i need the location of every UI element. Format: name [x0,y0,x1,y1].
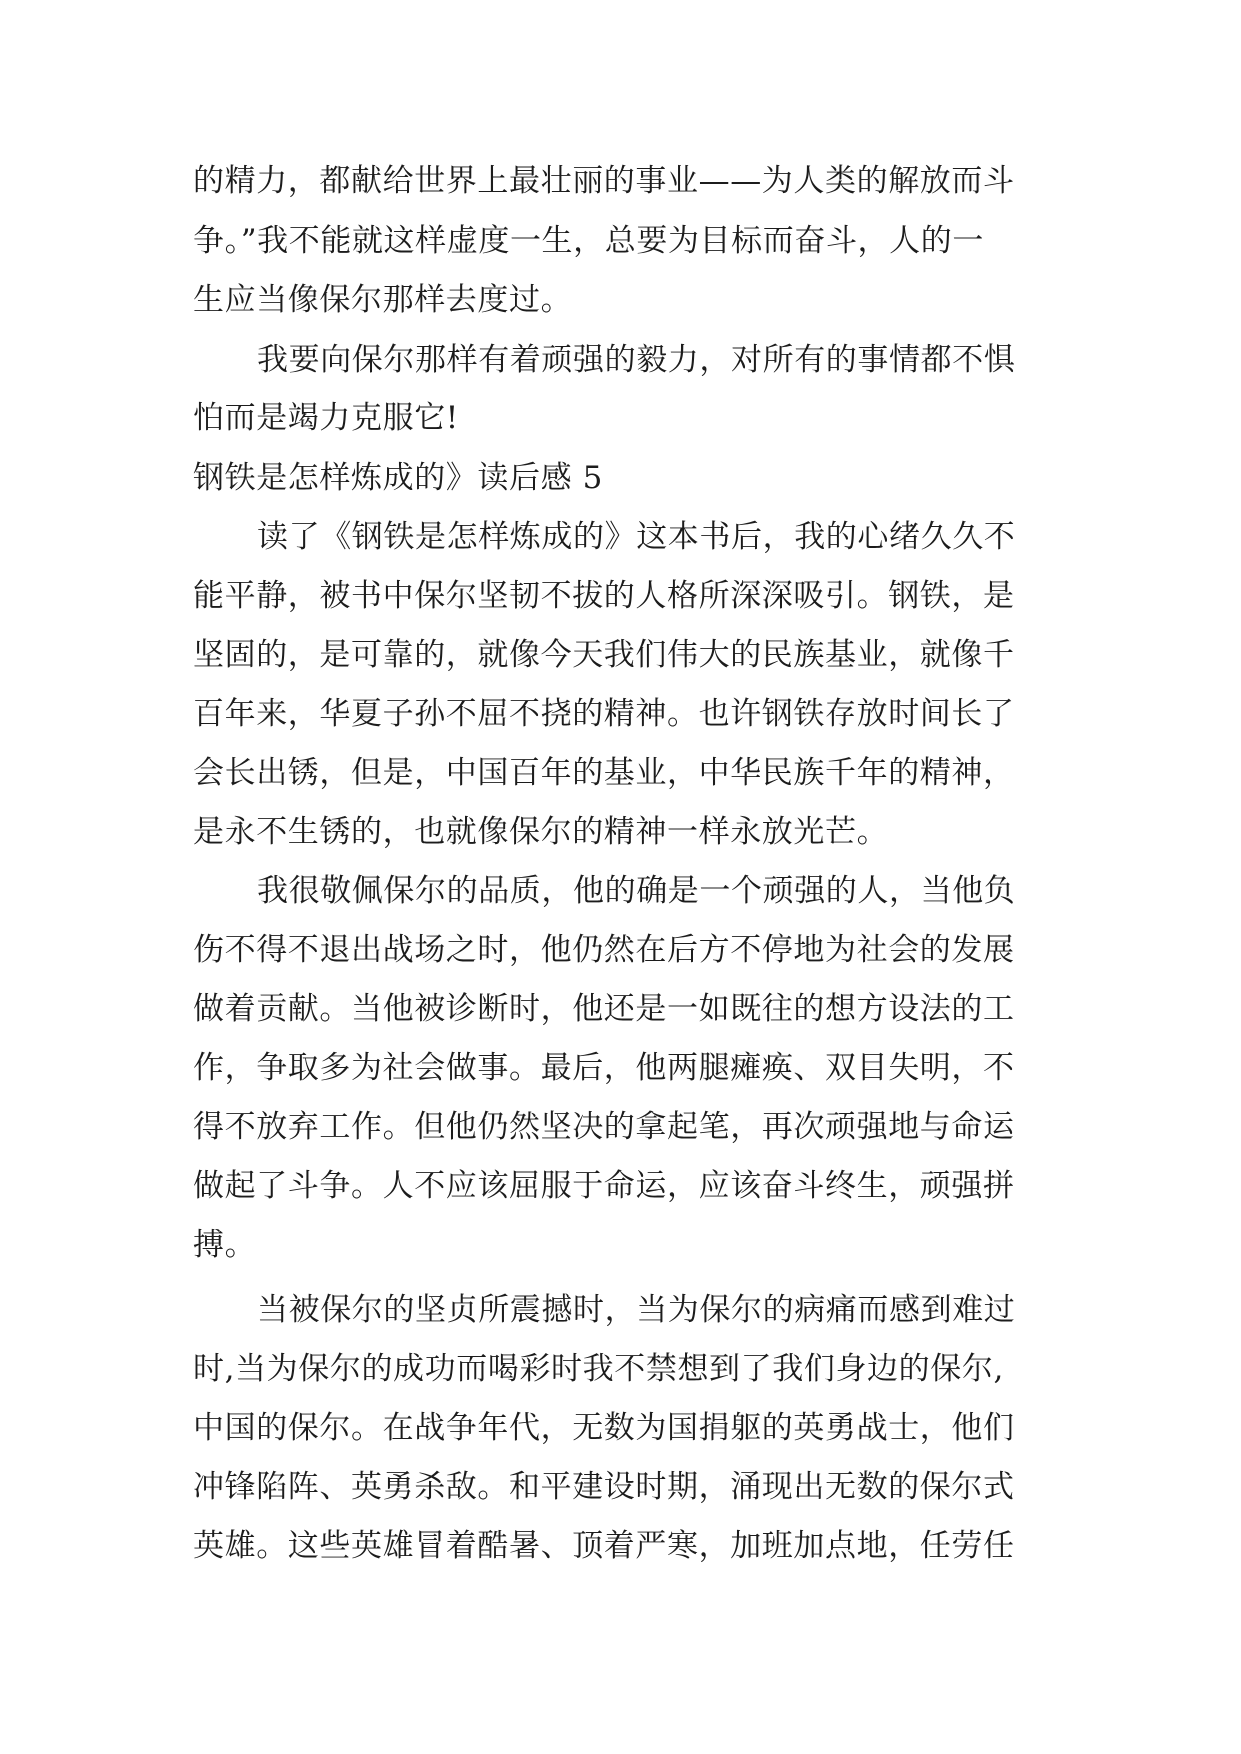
text-line: 中国的保尔。在战争年代，无数为国捐躯的英勇战士，他们 [193,1410,1015,1446]
text-line: 是永不生锈的，也就像保尔的精神一样永放光芒。 [193,814,889,850]
text-line: 做起了斗争。人不应该屈服于命运，应该奋斗终生，顽强拼 [193,1168,1015,1204]
text-line: 生应当像保尔那样去度过。 [193,282,573,318]
text-line: 英雄。这些英雄冒着酷暑、顶着严寒，加班加点地，任劳任 [193,1528,1015,1564]
text-line: 能平静，被书中保尔坚韧不拔的人格所深深吸引。钢铁，是 [193,578,1015,614]
text-line: 伤不得不退出战场之时，他仍然在后方不停地为社会的发展 [193,932,1015,968]
text-line: 坚固的，是可靠的，就像今天我们伟大的民族基业，就像千 [193,637,1015,673]
text-line: 当被保尔的坚贞所震撼时，当为保尔的病痛而感到难过 [257,1292,1016,1328]
text-line: 搏。 [193,1227,257,1263]
text-line: 会长出锈，但是，中国百年的基业，中华民族千年的精神， [193,755,1015,791]
text-line: 我要向保尔那样有着顽强的毅力，对所有的事情都不惧 [257,342,1016,378]
text-line: 的精力，都献给世界上最壮丽的事业——为人类的解放而斗 [193,163,1015,199]
text-line: 时,当为保尔的成功而喝彩时我不禁想到了我们身边的保尔, [193,1351,1004,1387]
text-line: 争。”我不能就这样虚度一生，总要为目标而奋斗，人的一 [193,223,984,259]
section-heading: 钢铁是怎样炼成的》读后感 5 [193,460,603,496]
text-line: 我很敬佩保尔的品质，他的确是一个顽强的人，当他负 [257,873,1016,909]
text-line: 百年来，华夏子孙不屈不挠的精神。也许钢铁存放时间长了 [193,696,1015,732]
text-line: 怕而是竭力克服它! [193,400,459,436]
text-line: 作，争取多为社会做事。最后，他两腿瘫痪、双目失明，不 [193,1050,1015,1086]
text-line: 得不放弃工作。但他仍然坚决的拿起笔，再次顽强地与命运 [193,1109,1015,1145]
text-line: 读了《钢铁是怎样炼成的》这本书后，我的心绪久久不 [257,519,1016,555]
text-line: 冲锋陷阵、英勇杀敌。和平建设时期，涌现出无数的保尔式 [193,1469,1015,1505]
text-line: 做着贡献。当他被诊断时，他还是一如既往的想方设法的工 [193,991,1015,1027]
